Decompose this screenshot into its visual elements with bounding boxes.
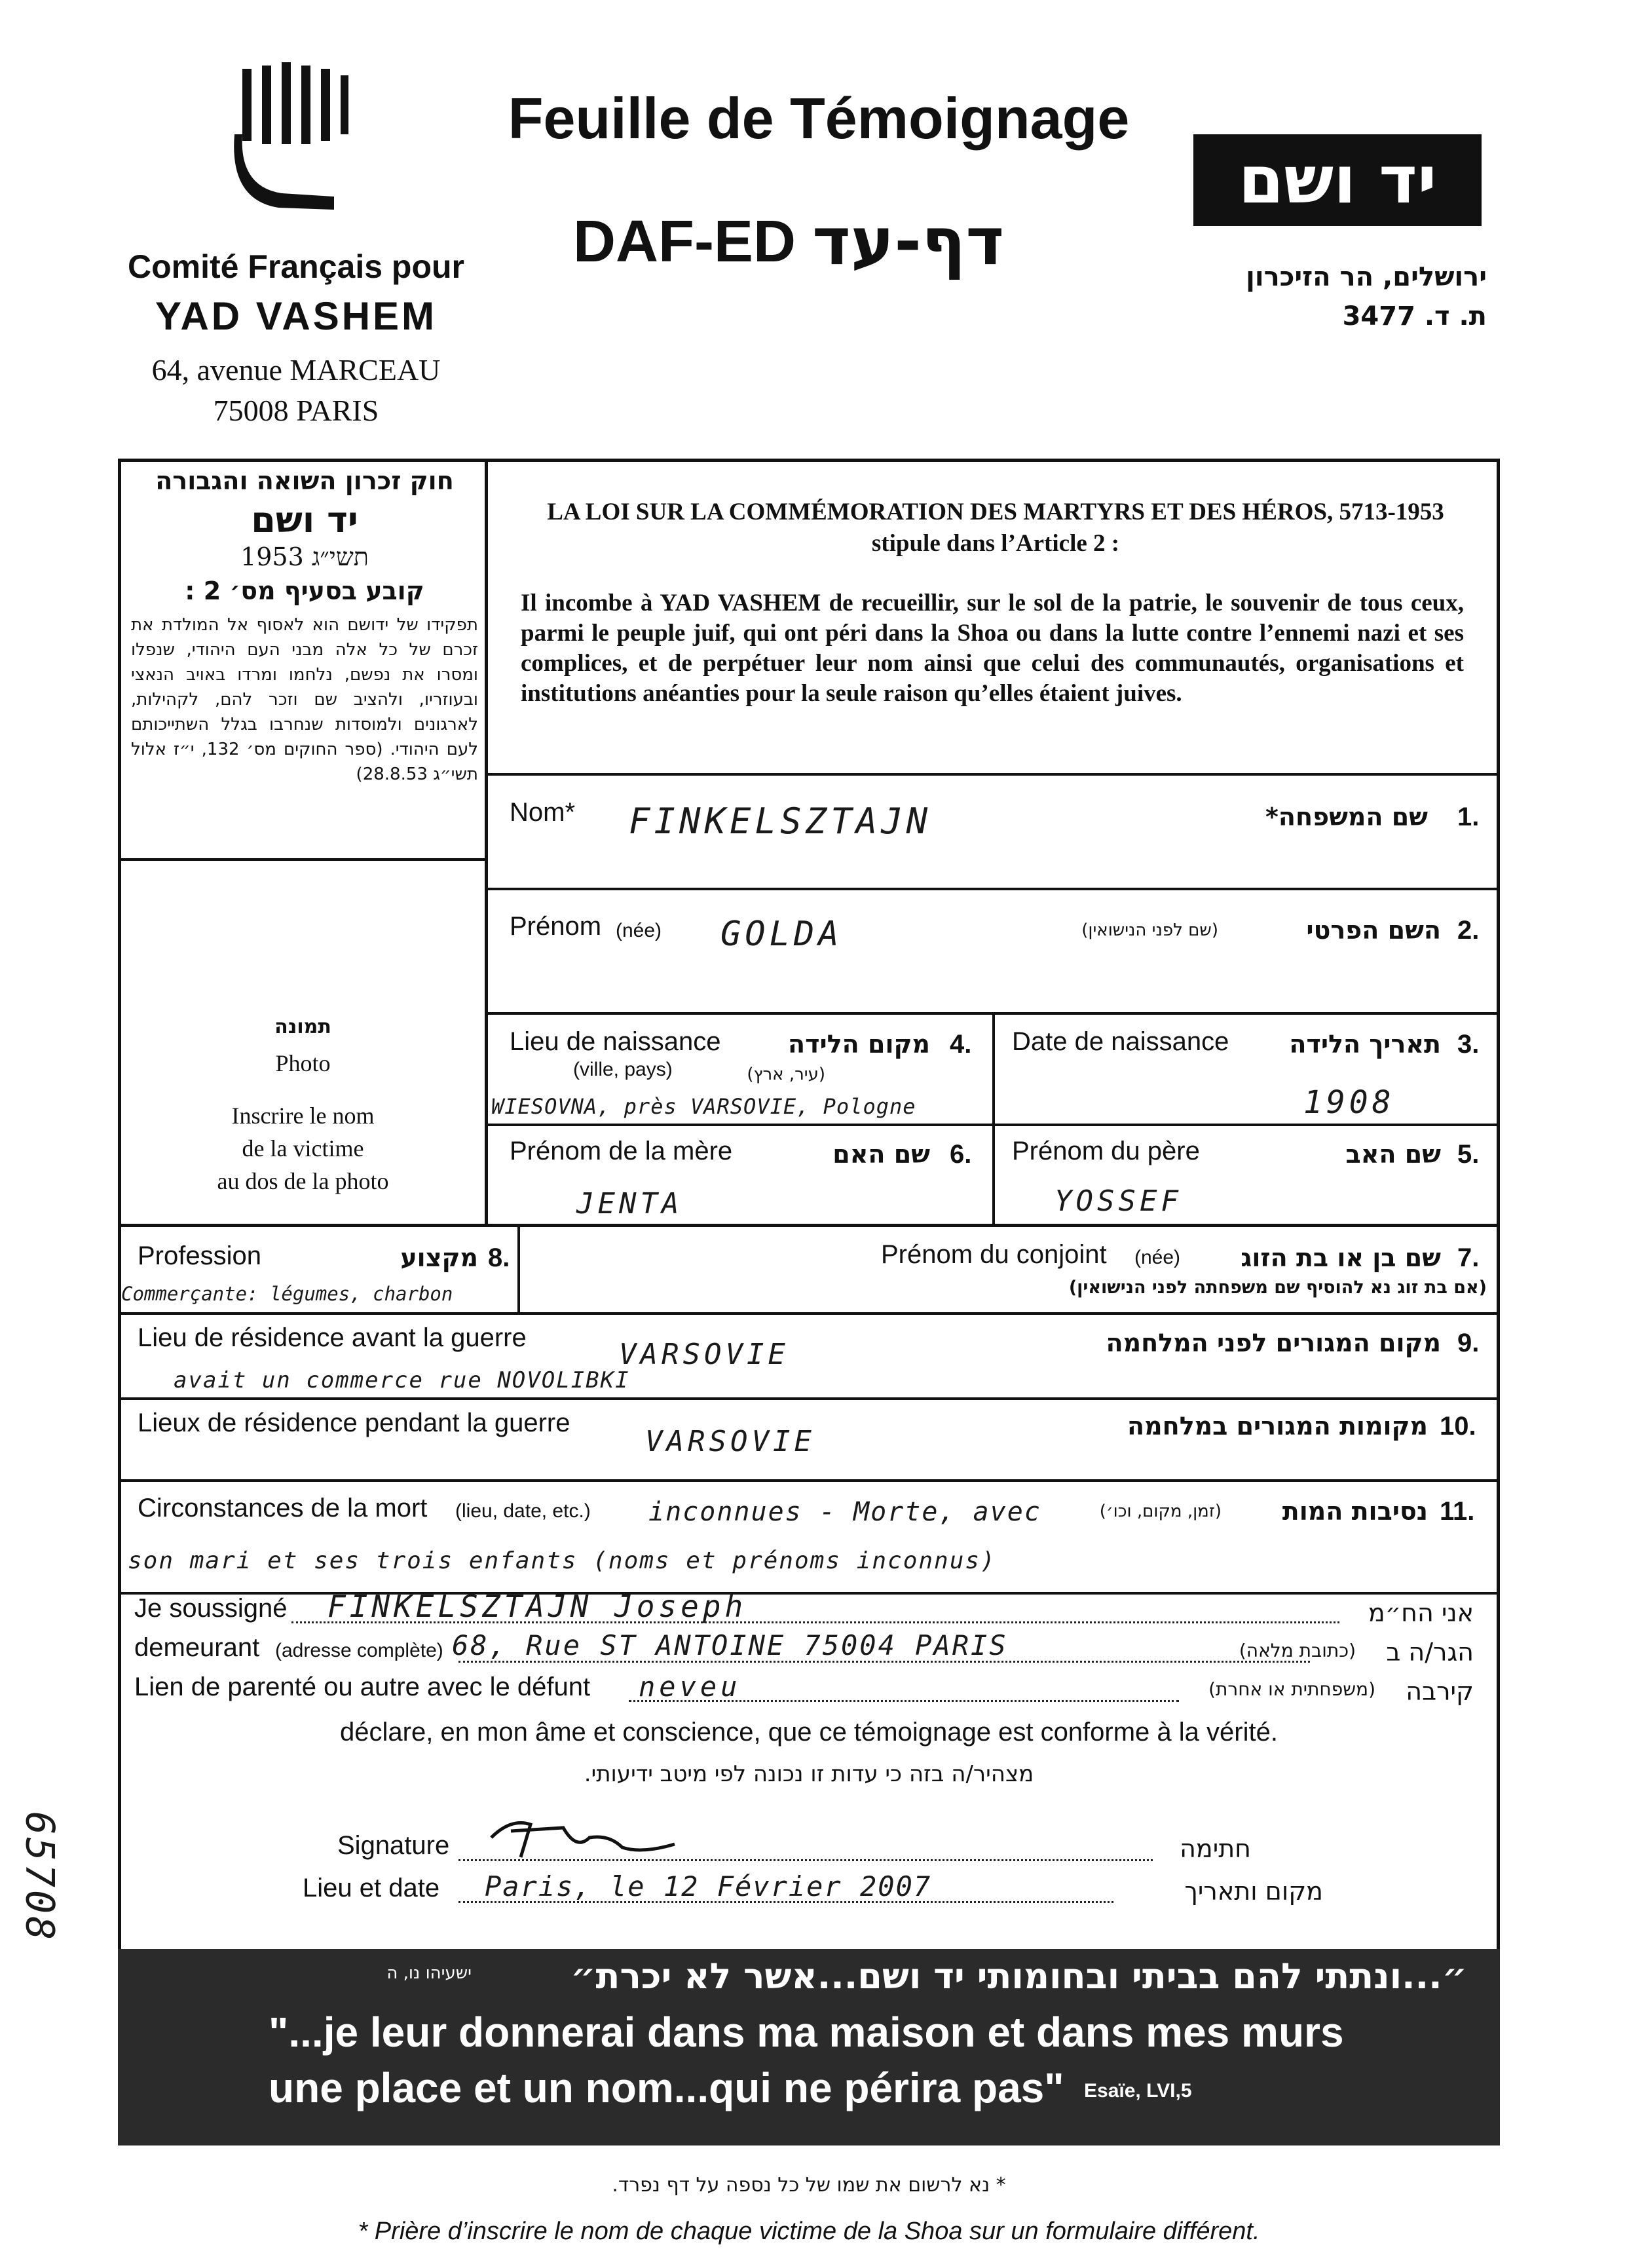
field5-value[interactable]: YOSSEF <box>1055 1184 1182 1218</box>
law-french-text: Il incombe à YAD VASHEM de recueillir, sur le sol de la patrie, le souvenir de tous ceux, parmi le peuple juif, qui ont péri dans la Shoa ou dans la lutte contre l’ennemi nazi et ses complices, et de perpétuer leur nom ainsi que celui des communautés, organisations et institutions anéanties pour la seule raison qu’elles étaient juives. <box>521 590 1464 707</box>
margin-number: 65708 <box>16 1811 63 1943</box>
lien-hebrew-note: (משפחתית או אחרת) <box>1208 1678 1375 1700</box>
field7-hebrew-note: (אם בת זוג נא להוסיף שם משפחתה לפני הנישואין) <box>1068 1277 1487 1298</box>
form-subtitle-hebrew: דף-עד <box>812 203 1005 280</box>
signature-scribble[interactable] <box>485 1811 681 1864</box>
signature-label: Signature <box>337 1831 450 1860</box>
field11-hebrew-note: (זמן, מקום, וכו׳) <box>1099 1502 1222 1521</box>
field2-num: 2. <box>1457 916 1480 945</box>
field9-label: Lieu de résidence avant la guerre <box>138 1323 527 1352</box>
banner-ref: Esaïe, LVI,5 <box>1084 2080 1192 2102</box>
menorah-hand-icon <box>229 62 360 219</box>
org-address-line2: 75008 PARIS <box>213 394 379 427</box>
field3-hebrew: תאריך הלידה <box>1289 1030 1441 1059</box>
field8-num: 8. <box>488 1243 510 1272</box>
field10-label: Lieux de résidence pendant la guerre <box>138 1408 570 1437</box>
field7-label-note: (née) <box>1134 1247 1181 1268</box>
lien-hebrew: קירבה <box>1406 1677 1474 1706</box>
field5-hebrew: שם האב <box>1345 1140 1441 1169</box>
field6-hebrew: שם האם <box>832 1140 930 1169</box>
photo-label: Photo <box>275 1050 331 1076</box>
law-hebrew-text: תפקידו של ידושם הוא לאסוף אל המולדת את זכרם של כל אלה מבני העם היהודי, שנפלו ומסרו את נפשם, נלחמו ומרדו באויב הנאצי ובעוזריו, ולהציב שם וזכר להם, לקהילות, לארגונים ולמוסדות שנחרבו בגלל השתייכותם לעם היהודי. (ספר החוקים מס׳ 132, י״ז אלול תשי״ג 28.8.53) <box>131 615 478 784</box>
field4-hebrew-note: (עיר, ארץ) <box>747 1065 825 1084</box>
field4-label-note: (ville, pays) <box>573 1059 673 1080</box>
field10-hebrew: מקומות המגורים במלחמה <box>1127 1412 1428 1441</box>
demeurant-label: demeurant <box>134 1633 260 1662</box>
field9-value2[interactable]: avait un commerce rue NOVOLIBKI <box>174 1367 630 1393</box>
address-hebrew-pobox: ת. ד. 3477 <box>1342 301 1487 331</box>
field11-value[interactable]: inconnues - Morte, avec <box>648 1497 1041 1527</box>
field11-hebrew: נסיבות המות <box>1282 1497 1428 1526</box>
field3-label: Date de naissance <box>1012 1027 1229 1056</box>
field2-label-note: (née) <box>616 920 662 941</box>
field6-label: Prénom de la mère <box>510 1137 733 1165</box>
date-label: Lieu et date <box>303 1874 440 1902</box>
signature-hebrew: חתימה <box>1180 1834 1251 1863</box>
field3-value[interactable]: 1908 <box>1303 1084 1395 1121</box>
field1-num: 1. <box>1457 803 1480 831</box>
field8-hebrew: מקצוע <box>400 1243 478 1272</box>
field2-value[interactable]: GOLDA <box>720 915 843 954</box>
field2-hebrew: השם הפרטי <box>1306 916 1441 945</box>
emblem-text: יד ושם <box>1238 142 1437 218</box>
field4-value[interactable]: WIESOVNA, près VARSOVIE, Pologne <box>491 1094 916 1119</box>
soussigne-label: Je soussigné <box>134 1594 288 1623</box>
field5-label: Prénom du père <box>1012 1137 1200 1165</box>
date-value[interactable]: Paris, le 12 Février 2007 <box>485 1870 932 1902</box>
field11-value2[interactable]: son mari et ses trois enfants (noms et prénoms inconnus) <box>128 1547 996 1574</box>
declaration-text: déclare, en mon âme et conscience, que ce témoignage est conforme à la vérité. <box>340 1718 1278 1747</box>
field2-hebrew-note: (שם לפני הנישואין) <box>1081 920 1218 940</box>
yad-vashem-emblem-left <box>229 62 360 219</box>
field2-label: Prénom <box>510 912 602 941</box>
law-french-subtitle: stipule dans l’Article 2 : <box>871 530 1120 557</box>
date-hebrew: מקום ותאריך <box>1184 1877 1323 1906</box>
field1-value[interactable]: FINKELSZTAJN <box>629 801 932 842</box>
photo-instruction-3: au dos de la photo <box>217 1168 389 1194</box>
field4-num: 4. <box>950 1030 972 1059</box>
photo-instruction-2: de la victime <box>242 1135 364 1162</box>
demeurant-note: (adresse complète) <box>275 1640 443 1661</box>
field9-num: 9. <box>1457 1329 1480 1357</box>
field1-label: Nom* <box>510 798 576 827</box>
soussigne-hebrew: אני הח״מ <box>1368 1598 1474 1627</box>
field8-value[interactable]: Commerçante: légumes, charbon <box>121 1283 453 1305</box>
field9-value[interactable]: VARSOVIE <box>619 1338 789 1371</box>
lien-label: Lien de parenté ou autre avec le défunt <box>134 1673 591 1701</box>
lien-value[interactable]: neveu <box>639 1671 741 1703</box>
declaration-hebrew: מצהיר/ה בזה כי עדות זו נכונה לפי מיטב ידיעותי. <box>584 1761 1034 1787</box>
field6-value[interactable]: JENTA <box>576 1187 683 1220</box>
org-name-line2: YAD VASHEM <box>155 294 438 338</box>
field7-hebrew: שם בן או בת הזוג <box>1241 1243 1441 1272</box>
banner-hebrew-ref: ישעיהו נו, ה <box>386 1963 472 1983</box>
footnote-french: * Prière d’inscrire le nom de chaque victime de la Shoa sur un formulaire différent. <box>358 2218 1260 2245</box>
law-french-title: LA LOI SUR LA COMMÉMORATION DES MARTYRS ET DES HÉROS, 5713-1953 <box>547 499 1444 525</box>
demeurant-value[interactable]: 68, Rue ST ANTOINE 75004 PARIS <box>452 1629 1008 1661</box>
photo-instruction-1: Inscrire le nom <box>231 1103 375 1129</box>
field4-hebrew: מקום הלידה <box>788 1030 930 1059</box>
field8-label: Profession <box>138 1241 261 1270</box>
field7-num: 7. <box>1457 1243 1480 1272</box>
law-hebrew-clause: קובע בסעיף מס׳ 2 : <box>185 576 424 605</box>
address-hebrew-city: ירושלים, הר הזיכרון <box>1246 262 1487 292</box>
law-hebrew-name: יד ושם <box>251 499 358 540</box>
field11-num: 11. <box>1440 1497 1475 1526</box>
law-hebrew-year: תשי״ג 1953 <box>240 542 369 571</box>
field11-label: Circonstances de la mort <box>138 1494 428 1522</box>
field4-label: Lieu de naissance <box>510 1027 721 1056</box>
banner-line2: une place et un nom...qui ne périra pas" <box>269 2064 1064 2111</box>
field5-num: 5. <box>1457 1140 1480 1169</box>
banner-line1: "...je leur donnerai dans ma maison et dans mes murs <box>269 2009 1344 2056</box>
quote-banner <box>118 1949 1500 2145</box>
org-name-line1: Comité Français pour <box>128 248 464 285</box>
demeurant-hebrew-note: (כתובת מלאה) <box>1239 1640 1356 1661</box>
org-address-line1: 64, avenue MARCEAU <box>151 353 441 387</box>
law-hebrew-title: חוק זכרון השואה והגבורה <box>155 466 454 495</box>
footnote-hebrew: * נא לרשום את שמו של כל נספה על דף נפרד. <box>612 2174 1006 2197</box>
field10-num: 10. <box>1440 1412 1476 1441</box>
soussigne-value[interactable]: FINKELSZTAJN Joseph <box>327 1589 747 1624</box>
banner-hebrew: ״...ונתתי להם בביתי ובחומותי יד ושם...אשר לא יכרת״ <box>570 1956 1467 1997</box>
photo-hebrew: תמונה <box>274 1015 331 1038</box>
field9-hebrew: מקום המגורים לפני המלחמה <box>1106 1329 1441 1357</box>
field6-num: 6. <box>950 1140 972 1169</box>
field7-label: Prénom du conjoint <box>881 1240 1107 1269</box>
field11-label-note: (lieu, date, etc.) <box>455 1500 591 1522</box>
yad-vashem-emblem-right <box>1193 134 1482 226</box>
field10-value[interactable]: VARSOVIE <box>645 1425 815 1458</box>
page-title: Feuille de Témoignage <box>508 86 1130 151</box>
form-subtitle-latin: DAF-ED <box>573 209 796 274</box>
field1-hebrew: שם המשפחה* <box>1265 803 1428 831</box>
field3-num: 3. <box>1457 1030 1480 1059</box>
demeurant-hebrew: הגר/ה ב <box>1386 1638 1474 1667</box>
